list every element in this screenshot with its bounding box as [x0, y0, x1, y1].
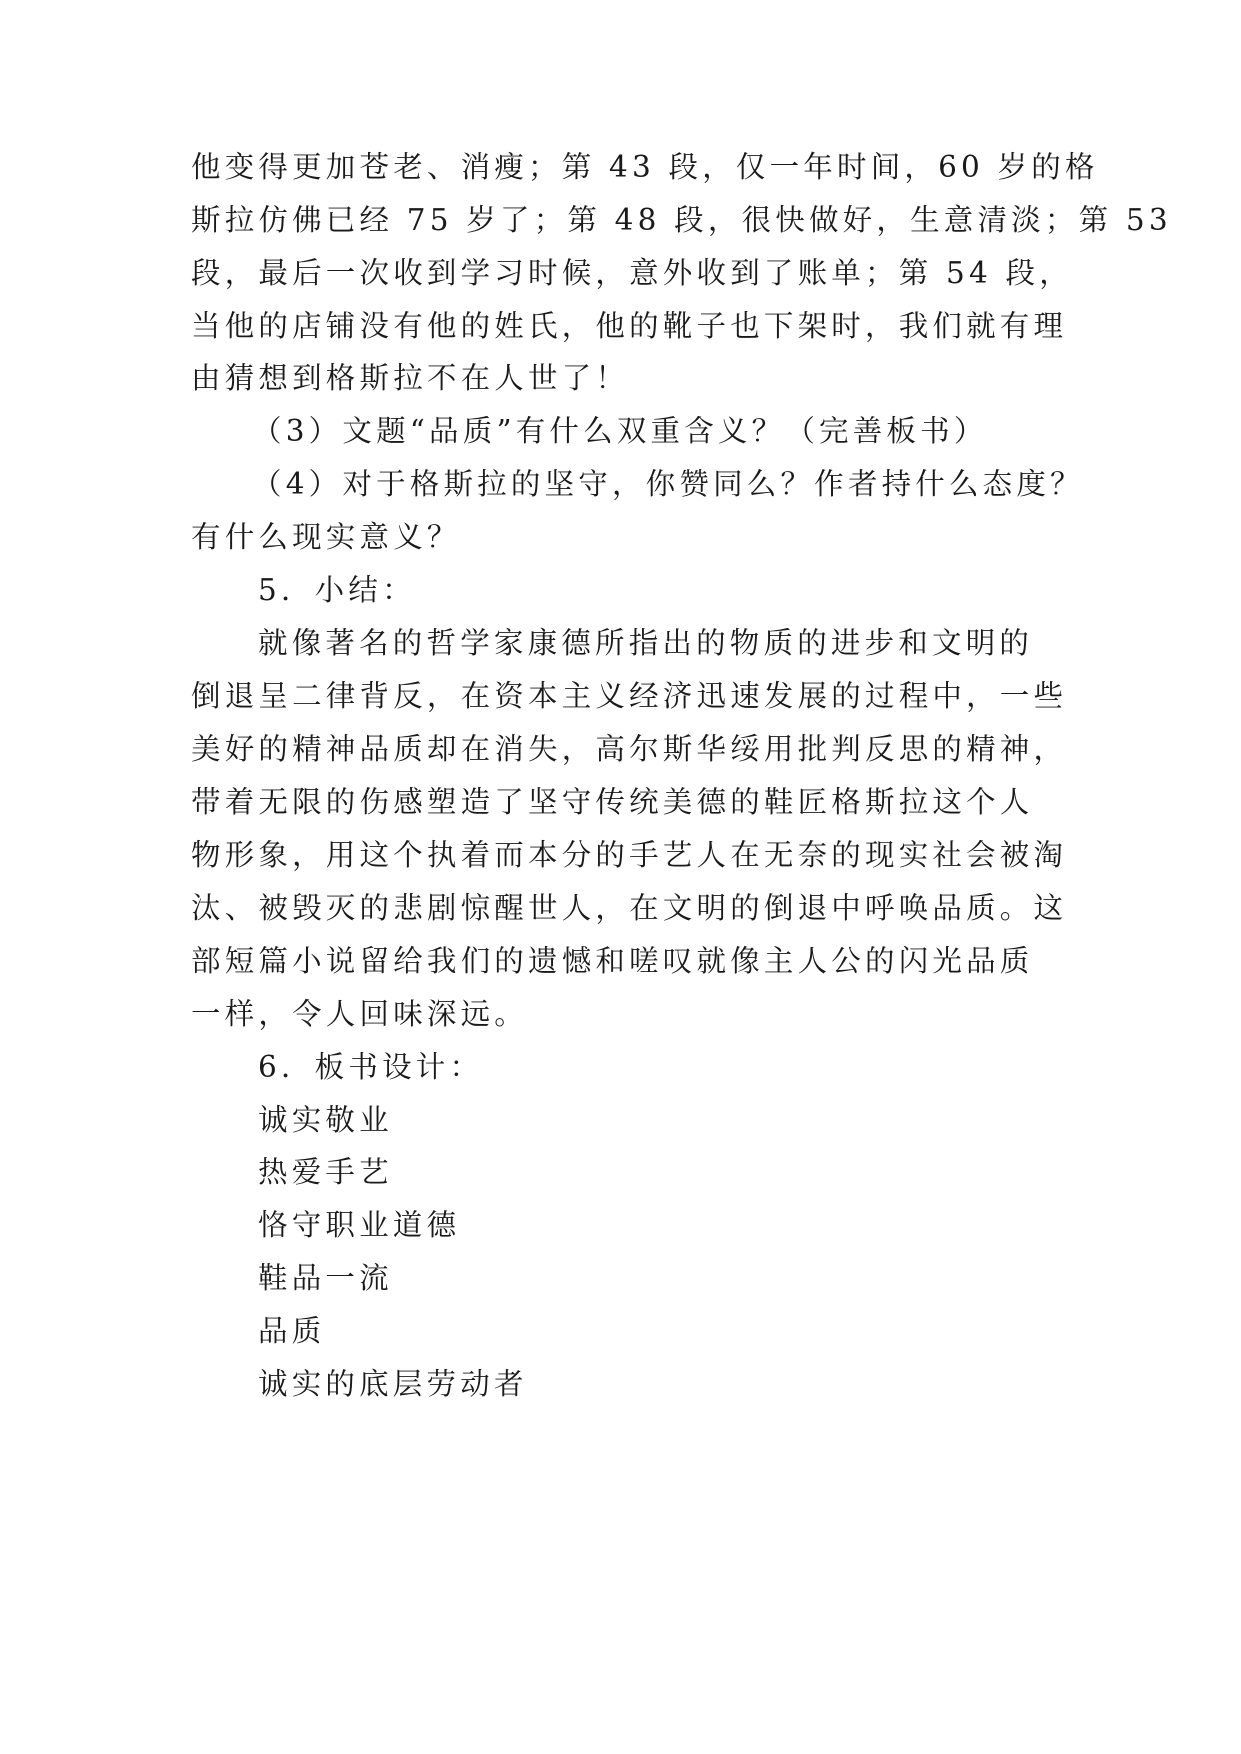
- summary-line: 带着无限的伤感塑造了坚守传统美德的鞋匠格斯拉这个人: [191, 785, 1034, 819]
- section-6-heading: 6．板书设计：: [258, 1050, 484, 1084]
- summary-line: 就像著名的哲学家康德所指出的物质的进步和文明的: [258, 626, 1034, 660]
- board-item: 品质: [258, 1314, 326, 1348]
- summary-line: 倒退呈二律背反，在资本主义经济迅速发展的过程中，一些: [191, 679, 1068, 713]
- paragraph-line: 斯拉仿佛已经 75 岁了；第 48 段，很快做好，生意清淡；第 53: [191, 203, 1172, 237]
- question-4-line: 有什么现实意义？: [191, 520, 461, 554]
- summary-line: 一样，令人回味深远。: [191, 997, 529, 1031]
- board-item: 诚实敬业: [258, 1103, 393, 1137]
- summary-line: 物形象，用这个执着而本分的手艺人在无奈的现实社会被淘: [191, 838, 1068, 872]
- board-item: 鞋品一流: [258, 1261, 393, 1295]
- summary-line: 汰、被毁灭的悲剧惊醒世人，在文明的倒退中呼唤品质。这: [191, 891, 1068, 925]
- summary-line: 美好的精神品质却在消失，高尔斯华绥用批判反思的精神，: [191, 732, 1068, 766]
- paragraph-line: 他变得更加苍老、消瘦；第 43 段，仅一年时间，60 岁的格: [191, 150, 1099, 184]
- paragraph-line: 段，最后一次收到学习时候，意外收到了账单；第 54 段，: [191, 256, 1073, 290]
- board-item: 热爱手艺: [258, 1155, 393, 1189]
- question-3: （3）文题“品质”有什么双重含义？（完善板书）: [252, 414, 988, 448]
- paragraph-line: 当他的店铺没有他的姓氏，他的靴子也下架时，我们就有理: [191, 309, 1068, 343]
- summary-line: 部短篇小说留给我们的遗憾和嗟叹就像主人公的闪光品质: [191, 944, 1034, 978]
- board-item: 恪守职业道德: [258, 1208, 461, 1242]
- section-5-heading: 5．小结：: [258, 573, 416, 607]
- question-4-line: （4）对于格斯拉的坚守，你赞同么？作者持什么态度？: [252, 467, 1084, 501]
- paragraph-line: 由猜想到格斯拉不在人世了！: [191, 361, 630, 395]
- board-item: 诚实的底层劳动者: [258, 1367, 528, 1401]
